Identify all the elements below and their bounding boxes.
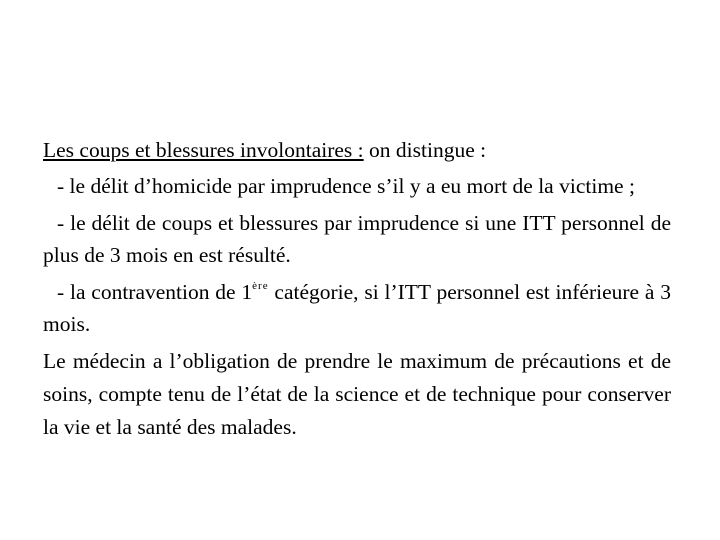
bullet-item-homicide [43, 170, 671, 202]
bullet-item-contravention [43, 276, 671, 340]
bullet-text-before: la contravention de 1 [69, 280, 253, 304]
bullet-text-after: catégorie, si l’ITT personnel est inférieure à 3 mois. [43, 280, 671, 336]
bullet-item-coups-blessures [43, 207, 671, 271]
bullet-dash: - [57, 280, 70, 304]
bullet-text: le délit d’homicide par imprudence s’il y a eu mort de la victime ; [69, 174, 635, 198]
bullet-dash: - [57, 174, 70, 198]
section-heading: Les coups et blessures involontaires : [43, 138, 364, 162]
ordinal-superscript: ère [252, 280, 269, 292]
closing-paragraph: Le médecin a l’obligation de prendre le maximum de précautions et de soins, compte tenu de l’état de la science et de technique pour conserver la vie et la santé des malades. [43, 349, 671, 439]
slide-content [43, 134, 671, 444]
bullet-dash: - [57, 211, 71, 235]
bullet-text: le délit de coups et blessures par imprudence si une ITT personnel de plus de 3 mois en est résulté. [43, 211, 671, 267]
heading-paragraph [43, 134, 671, 166]
heading-rest: on distingue : [363, 138, 487, 162]
